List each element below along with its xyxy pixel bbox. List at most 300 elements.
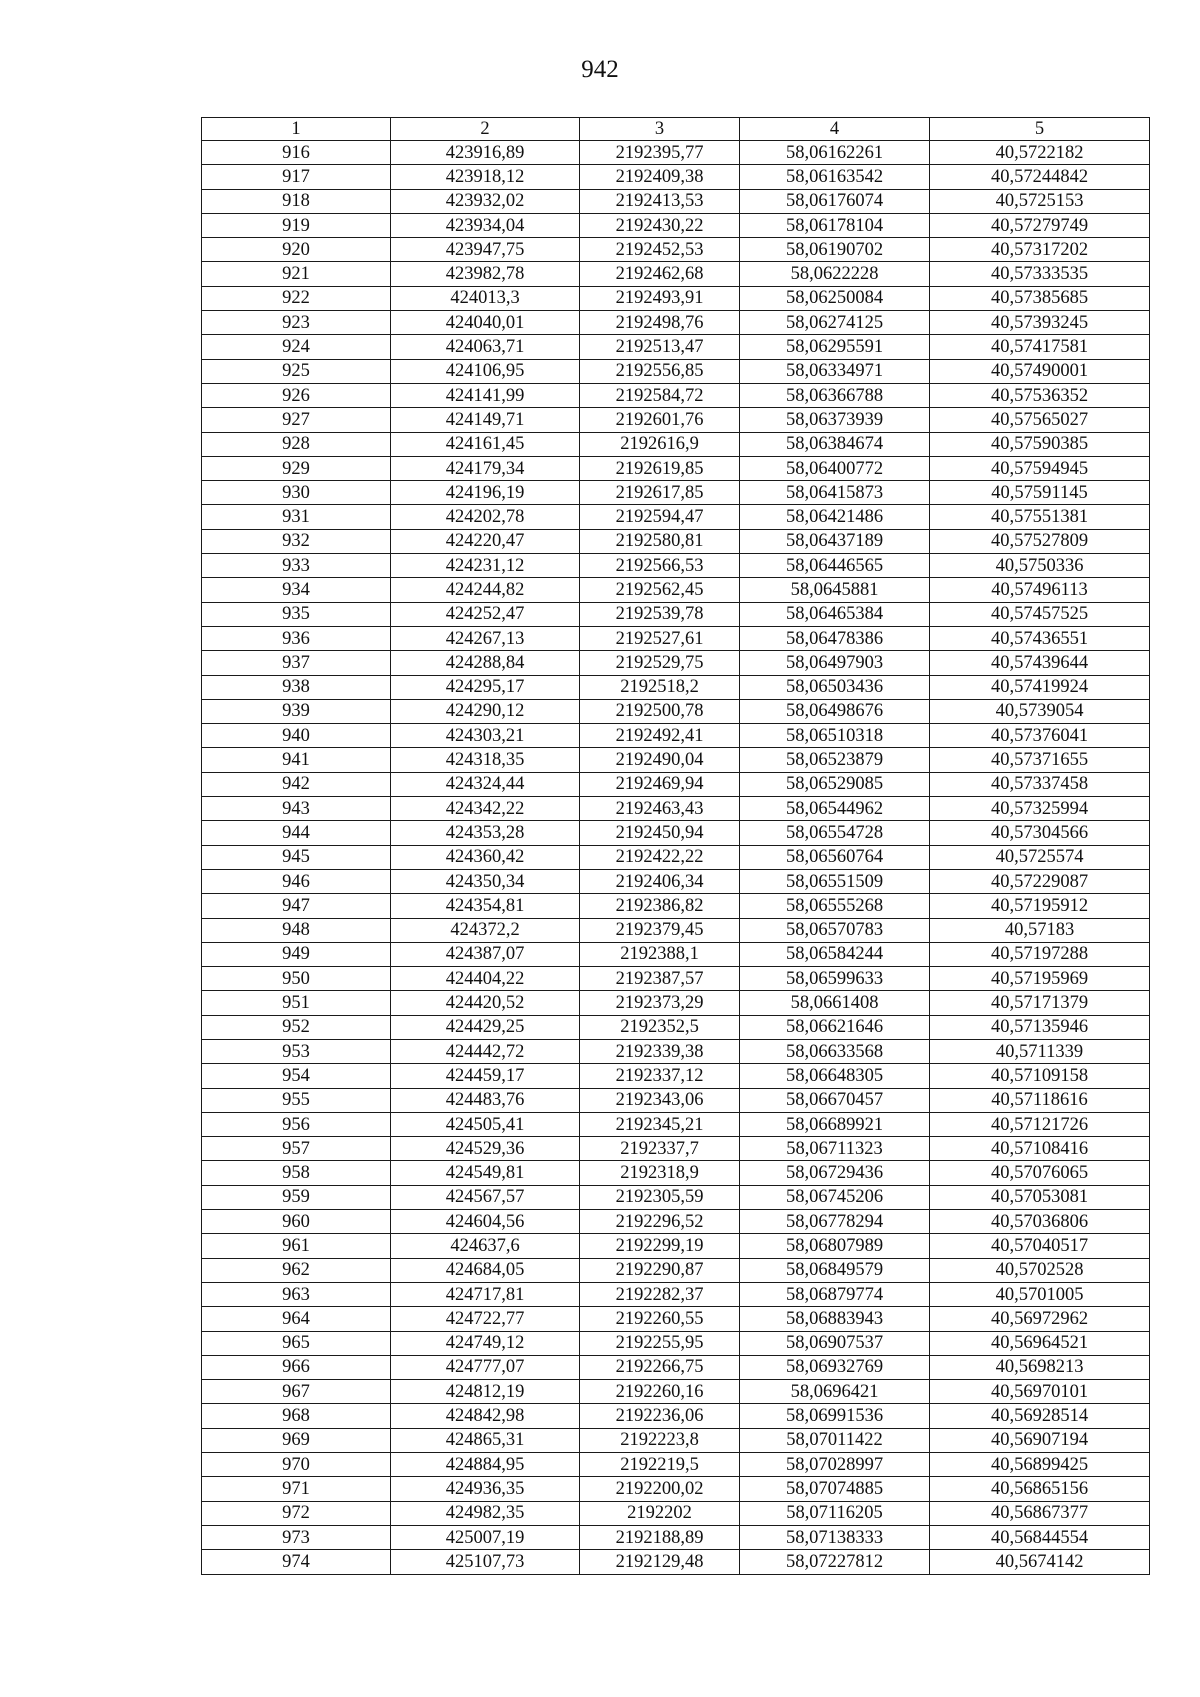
y-coordinate-cell: 2192513,47 — [580, 335, 740, 359]
y-coordinate-cell: 2192616,9 — [580, 432, 740, 456]
y-coordinate-cell: 2192373,29 — [580, 991, 740, 1015]
table-row — [202, 1088, 1150, 1112]
longitude-cell: 40,57171379 — [930, 991, 1150, 1015]
table-row — [202, 578, 1150, 602]
y-coordinate-cell: 2192260,55 — [580, 1307, 740, 1331]
table-row — [202, 359, 1150, 383]
latitude-cell: 58,06991536 — [740, 1404, 930, 1428]
x-coordinate-cell: 424353,28 — [391, 821, 580, 845]
table-row — [202, 699, 1150, 723]
point-number-cell: 933 — [202, 554, 391, 578]
latitude-cell: 58,07227812 — [740, 1550, 930, 1574]
longitude-cell: 40,5725574 — [930, 845, 1150, 869]
x-coordinate-cell: 424013,3 — [391, 286, 580, 310]
point-number-cell: 920 — [202, 238, 391, 262]
latitude-cell: 58,06373939 — [740, 408, 930, 432]
latitude-cell: 58,06745206 — [740, 1185, 930, 1209]
y-coordinate-cell: 2192566,53 — [580, 554, 740, 578]
x-coordinate-cell: 424842,98 — [391, 1404, 580, 1428]
point-number-cell: 929 — [202, 456, 391, 480]
y-coordinate-cell: 2192601,76 — [580, 408, 740, 432]
table-row — [202, 335, 1150, 359]
x-coordinate-cell: 424202,78 — [391, 505, 580, 529]
y-coordinate-cell: 2192430,22 — [580, 213, 740, 237]
longitude-cell: 40,57457525 — [930, 602, 1150, 626]
point-number-cell: 963 — [202, 1282, 391, 1306]
longitude-cell: 40,57590385 — [930, 432, 1150, 456]
column-header: 2 — [391, 118, 580, 141]
longitude-cell: 40,56867377 — [930, 1501, 1150, 1525]
latitude-cell: 58,06529085 — [740, 772, 930, 796]
table-row — [202, 238, 1150, 262]
latitude-cell: 58,06621646 — [740, 1015, 930, 1039]
point-number-cell: 949 — [202, 942, 391, 966]
longitude-cell: 40,57527809 — [930, 529, 1150, 553]
longitude-cell: 40,57436551 — [930, 626, 1150, 650]
longitude-cell: 40,57565027 — [930, 408, 1150, 432]
x-coordinate-cell: 424749,12 — [391, 1331, 580, 1355]
longitude-cell: 40,57036806 — [930, 1210, 1150, 1234]
point-number-cell: 971 — [202, 1477, 391, 1501]
longitude-cell: 40,56865156 — [930, 1477, 1150, 1501]
point-number-cell: 959 — [202, 1185, 391, 1209]
longitude-cell: 40,56972962 — [930, 1307, 1150, 1331]
x-coordinate-cell: 424604,56 — [391, 1210, 580, 1234]
latitude-cell: 58,0622228 — [740, 262, 930, 286]
longitude-cell: 40,56907194 — [930, 1428, 1150, 1452]
y-coordinate-cell: 2192296,52 — [580, 1210, 740, 1234]
x-coordinate-cell: 423918,12 — [391, 165, 580, 189]
point-number-cell: 922 — [202, 286, 391, 310]
y-coordinate-cell: 2192345,21 — [580, 1112, 740, 1136]
y-coordinate-cell: 2192219,5 — [580, 1453, 740, 1477]
x-coordinate-cell: 424220,47 — [391, 529, 580, 553]
latitude-cell: 58,06421486 — [740, 505, 930, 529]
table-row — [202, 1331, 1150, 1355]
longitude-cell: 40,56844554 — [930, 1525, 1150, 1549]
point-number-cell: 966 — [202, 1355, 391, 1379]
y-coordinate-cell: 2192527,61 — [580, 626, 740, 650]
longitude-cell: 40,57419924 — [930, 675, 1150, 699]
table-row — [202, 1355, 1150, 1379]
table-row — [202, 675, 1150, 699]
latitude-cell: 58,06465384 — [740, 602, 930, 626]
page-number: 942 — [581, 56, 619, 83]
latitude-cell: 58,0661408 — [740, 991, 930, 1015]
point-number-cell: 932 — [202, 529, 391, 553]
longitude-cell: 40,57385685 — [930, 286, 1150, 310]
x-coordinate-cell: 424684,05 — [391, 1258, 580, 1282]
x-coordinate-cell: 424244,82 — [391, 578, 580, 602]
x-coordinate-cell: 424161,45 — [391, 432, 580, 456]
latitude-cell: 58,06510318 — [740, 724, 930, 748]
y-coordinate-cell: 2192413,53 — [580, 189, 740, 213]
point-number-cell: 946 — [202, 869, 391, 893]
y-coordinate-cell: 2192450,94 — [580, 821, 740, 845]
latitude-cell: 58,06879774 — [740, 1282, 930, 1306]
table-row — [202, 797, 1150, 821]
table-row — [202, 1550, 1150, 1574]
latitude-cell: 58,06849579 — [740, 1258, 930, 1282]
x-coordinate-cell: 425007,19 — [391, 1525, 580, 1549]
y-coordinate-cell: 2192409,38 — [580, 165, 740, 189]
table-row — [202, 383, 1150, 407]
latitude-cell: 58,07138333 — [740, 1525, 930, 1549]
table-row — [202, 1210, 1150, 1234]
x-coordinate-cell: 424267,13 — [391, 626, 580, 650]
y-coordinate-cell: 2192200,02 — [580, 1477, 740, 1501]
point-number-cell: 916 — [202, 141, 391, 165]
latitude-cell: 58,06178104 — [740, 213, 930, 237]
y-coordinate-cell: 2192386,82 — [580, 894, 740, 918]
y-coordinate-cell: 2192452,53 — [580, 238, 740, 262]
latitude-cell: 58,07028997 — [740, 1453, 930, 1477]
table-row — [202, 432, 1150, 456]
y-coordinate-cell: 2192469,94 — [580, 772, 740, 796]
latitude-cell: 58,06560764 — [740, 845, 930, 869]
table-row — [202, 991, 1150, 1015]
longitude-cell: 40,56964521 — [930, 1331, 1150, 1355]
x-coordinate-cell: 423916,89 — [391, 141, 580, 165]
point-number-cell: 942 — [202, 772, 391, 796]
x-coordinate-cell: 424549,81 — [391, 1161, 580, 1185]
latitude-cell: 58,06162261 — [740, 141, 930, 165]
x-coordinate-cell: 424505,41 — [391, 1112, 580, 1136]
table-row — [202, 1064, 1150, 1088]
longitude-cell: 40,57195969 — [930, 967, 1150, 991]
longitude-cell: 40,57229087 — [930, 869, 1150, 893]
y-coordinate-cell: 2192352,5 — [580, 1015, 740, 1039]
x-coordinate-cell: 424865,31 — [391, 1428, 580, 1452]
latitude-cell: 58,06648305 — [740, 1064, 930, 1088]
x-coordinate-cell: 424360,42 — [391, 845, 580, 869]
x-coordinate-cell: 424420,52 — [391, 991, 580, 1015]
point-number-cell: 962 — [202, 1258, 391, 1282]
x-coordinate-cell: 424982,35 — [391, 1501, 580, 1525]
x-coordinate-cell: 424106,95 — [391, 359, 580, 383]
x-coordinate-cell: 424350,34 — [391, 869, 580, 893]
longitude-cell: 40,57551381 — [930, 505, 1150, 529]
point-number-cell: 970 — [202, 1453, 391, 1477]
x-coordinate-cell: 424063,71 — [391, 335, 580, 359]
table-row — [202, 286, 1150, 310]
latitude-cell: 58,06729436 — [740, 1161, 930, 1185]
point-number-cell: 948 — [202, 918, 391, 942]
x-coordinate-cell: 424179,34 — [391, 456, 580, 480]
table-row — [202, 894, 1150, 918]
y-coordinate-cell: 2192490,04 — [580, 748, 740, 772]
table-row — [202, 1501, 1150, 1525]
y-coordinate-cell: 2192529,75 — [580, 651, 740, 675]
longitude-cell: 40,57317202 — [930, 238, 1150, 262]
x-coordinate-cell: 424252,47 — [391, 602, 580, 626]
x-coordinate-cell: 424372,2 — [391, 918, 580, 942]
x-coordinate-cell: 424342,22 — [391, 797, 580, 821]
y-coordinate-cell: 2192492,41 — [580, 724, 740, 748]
table-row — [202, 651, 1150, 675]
y-coordinate-cell: 2192223,8 — [580, 1428, 740, 1452]
point-number-cell: 944 — [202, 821, 391, 845]
x-coordinate-cell: 424442,72 — [391, 1039, 580, 1063]
point-number-cell: 958 — [202, 1161, 391, 1185]
point-number-cell: 951 — [202, 991, 391, 1015]
latitude-cell: 58,06384674 — [740, 432, 930, 456]
longitude-cell: 40,56970101 — [930, 1380, 1150, 1404]
x-coordinate-cell: 425107,73 — [391, 1550, 580, 1574]
point-number-cell: 965 — [202, 1331, 391, 1355]
latitude-cell: 58,06503436 — [740, 675, 930, 699]
y-coordinate-cell: 2192498,76 — [580, 311, 740, 335]
point-number-cell: 936 — [202, 626, 391, 650]
y-coordinate-cell: 2192387,57 — [580, 967, 740, 991]
column-header: 3 — [580, 118, 740, 141]
longitude-cell: 40,5739054 — [930, 699, 1150, 723]
x-coordinate-cell: 424295,17 — [391, 675, 580, 699]
y-coordinate-cell: 2192255,95 — [580, 1331, 740, 1355]
y-coordinate-cell: 2192188,89 — [580, 1525, 740, 1549]
table-row — [202, 481, 1150, 505]
point-number-cell: 972 — [202, 1501, 391, 1525]
x-coordinate-cell: 424884,95 — [391, 1453, 580, 1477]
x-coordinate-cell: 424812,19 — [391, 1380, 580, 1404]
point-number-cell: 969 — [202, 1428, 391, 1452]
table-row — [202, 311, 1150, 335]
x-coordinate-cell: 424429,25 — [391, 1015, 580, 1039]
longitude-cell: 40,57325994 — [930, 797, 1150, 821]
y-coordinate-cell: 2192562,45 — [580, 578, 740, 602]
table-row — [202, 626, 1150, 650]
table-row — [202, 821, 1150, 845]
longitude-cell: 40,56899425 — [930, 1453, 1150, 1477]
point-number-cell: 941 — [202, 748, 391, 772]
table-row — [202, 141, 1150, 165]
longitude-cell: 40,57118616 — [930, 1088, 1150, 1112]
table-row — [202, 1137, 1150, 1161]
point-number-cell: 934 — [202, 578, 391, 602]
point-number-cell: 919 — [202, 213, 391, 237]
table-row — [202, 1039, 1150, 1063]
latitude-cell: 58,06807989 — [740, 1234, 930, 1258]
latitude-cell: 58,06498676 — [740, 699, 930, 723]
point-number-cell: 939 — [202, 699, 391, 723]
y-coordinate-cell: 2192129,48 — [580, 1550, 740, 1574]
latitude-cell: 58,06176074 — [740, 189, 930, 213]
latitude-cell: 58,07116205 — [740, 1501, 930, 1525]
table-row — [202, 1234, 1150, 1258]
y-coordinate-cell: 2192388,1 — [580, 942, 740, 966]
point-number-cell: 930 — [202, 481, 391, 505]
latitude-cell: 58,0645881 — [740, 578, 930, 602]
table-row — [202, 602, 1150, 626]
point-number-cell: 973 — [202, 1525, 391, 1549]
x-coordinate-cell: 424318,35 — [391, 748, 580, 772]
latitude-cell: 58,06250084 — [740, 286, 930, 310]
x-coordinate-cell: 424303,21 — [391, 724, 580, 748]
table-row — [202, 1015, 1150, 1039]
y-coordinate-cell: 2192395,77 — [580, 141, 740, 165]
x-coordinate-cell: 424196,19 — [391, 481, 580, 505]
y-coordinate-cell: 2192266,75 — [580, 1355, 740, 1379]
longitude-cell: 40,5725153 — [930, 189, 1150, 213]
x-coordinate-cell: 423934,04 — [391, 213, 580, 237]
y-coordinate-cell: 2192422,22 — [580, 845, 740, 869]
longitude-cell: 40,57109158 — [930, 1064, 1150, 1088]
longitude-cell: 40,57417581 — [930, 335, 1150, 359]
table-row — [202, 1282, 1150, 1306]
table-row — [202, 942, 1150, 966]
y-coordinate-cell: 2192379,45 — [580, 918, 740, 942]
table-row — [202, 213, 1150, 237]
y-coordinate-cell: 2192556,85 — [580, 359, 740, 383]
column-header: 4 — [740, 118, 930, 141]
table-header-row — [202, 118, 1150, 141]
latitude-cell: 58,06400772 — [740, 456, 930, 480]
x-coordinate-cell: 424231,12 — [391, 554, 580, 578]
table-row — [202, 1185, 1150, 1209]
column-header: 1 — [202, 118, 391, 141]
point-number-cell: 921 — [202, 262, 391, 286]
x-coordinate-cell: 424637,6 — [391, 1234, 580, 1258]
x-coordinate-cell: 424324,44 — [391, 772, 580, 796]
x-coordinate-cell: 424404,22 — [391, 967, 580, 991]
latitude-cell: 58,06190702 — [740, 238, 930, 262]
longitude-cell: 40,57053081 — [930, 1185, 1150, 1209]
latitude-cell: 58,06599633 — [740, 967, 930, 991]
longitude-cell: 40,57393245 — [930, 311, 1150, 335]
x-coordinate-cell: 424529,36 — [391, 1137, 580, 1161]
latitude-cell: 58,06555268 — [740, 894, 930, 918]
latitude-cell: 58,06437189 — [740, 529, 930, 553]
table-row — [202, 1525, 1150, 1549]
point-number-cell: 956 — [202, 1112, 391, 1136]
y-coordinate-cell: 2192518,2 — [580, 675, 740, 699]
table-row — [202, 869, 1150, 893]
longitude-cell: 40,57195912 — [930, 894, 1150, 918]
latitude-cell: 58,06932769 — [740, 1355, 930, 1379]
longitude-cell: 40,57135946 — [930, 1015, 1150, 1039]
y-coordinate-cell: 2192290,87 — [580, 1258, 740, 1282]
column-header: 5 — [930, 118, 1150, 141]
y-coordinate-cell: 2192339,38 — [580, 1039, 740, 1063]
longitude-cell: 40,57076065 — [930, 1161, 1150, 1185]
y-coordinate-cell: 2192282,37 — [580, 1282, 740, 1306]
table-row — [202, 554, 1150, 578]
point-number-cell: 926 — [202, 383, 391, 407]
latitude-cell: 58,06711323 — [740, 1137, 930, 1161]
x-coordinate-cell: 424567,57 — [391, 1185, 580, 1209]
longitude-cell: 40,57333535 — [930, 262, 1150, 286]
y-coordinate-cell: 2192493,91 — [580, 286, 740, 310]
longitude-cell: 40,5698213 — [930, 1355, 1150, 1379]
x-coordinate-cell: 424387,07 — [391, 942, 580, 966]
longitude-cell: 40,57496113 — [930, 578, 1150, 602]
longitude-cell: 40,57376041 — [930, 724, 1150, 748]
table-row — [202, 1477, 1150, 1501]
x-coordinate-cell: 424290,12 — [391, 699, 580, 723]
y-coordinate-cell: 2192337,7 — [580, 1137, 740, 1161]
x-coordinate-cell: 423932,02 — [391, 189, 580, 213]
latitude-cell: 58,06334971 — [740, 359, 930, 383]
point-number-cell: 955 — [202, 1088, 391, 1112]
y-coordinate-cell: 2192584,72 — [580, 383, 740, 407]
x-coordinate-cell: 424777,07 — [391, 1355, 580, 1379]
point-number-cell: 960 — [202, 1210, 391, 1234]
table-body — [202, 118, 1150, 1575]
table-row — [202, 967, 1150, 991]
x-coordinate-cell: 424040,01 — [391, 311, 580, 335]
latitude-cell: 58,06163542 — [740, 165, 930, 189]
table-row — [202, 1453, 1150, 1477]
x-coordinate-cell: 424288,84 — [391, 651, 580, 675]
y-coordinate-cell: 2192318,9 — [580, 1161, 740, 1185]
table-row — [202, 1380, 1150, 1404]
table-row — [202, 1258, 1150, 1282]
x-coordinate-cell: 424722,77 — [391, 1307, 580, 1331]
longitude-cell: 40,5750336 — [930, 554, 1150, 578]
longitude-cell: 40,56928514 — [930, 1404, 1150, 1428]
point-number-cell: 925 — [202, 359, 391, 383]
y-coordinate-cell: 2192236,06 — [580, 1404, 740, 1428]
latitude-cell: 58,06366788 — [740, 383, 930, 407]
y-coordinate-cell: 2192462,68 — [580, 262, 740, 286]
y-coordinate-cell: 2192580,81 — [580, 529, 740, 553]
longitude-cell: 40,57183 — [930, 918, 1150, 942]
longitude-cell: 40,57304566 — [930, 821, 1150, 845]
table-row — [202, 1404, 1150, 1428]
table-row — [202, 1161, 1150, 1185]
longitude-cell: 40,57591145 — [930, 481, 1150, 505]
y-coordinate-cell: 2192463,43 — [580, 797, 740, 821]
table-row — [202, 748, 1150, 772]
latitude-cell: 58,06274125 — [740, 311, 930, 335]
longitude-cell: 40,5722182 — [930, 141, 1150, 165]
y-coordinate-cell: 2192617,85 — [580, 481, 740, 505]
longitude-cell: 40,57040517 — [930, 1234, 1150, 1258]
longitude-cell: 40,57371655 — [930, 748, 1150, 772]
point-number-cell: 940 — [202, 724, 391, 748]
longitude-cell: 40,5674142 — [930, 1550, 1150, 1574]
point-number-cell: 950 — [202, 967, 391, 991]
point-number-cell: 924 — [202, 335, 391, 359]
point-number-cell: 917 — [202, 165, 391, 189]
latitude-cell: 58,06907537 — [740, 1331, 930, 1355]
latitude-cell: 58,06478386 — [740, 626, 930, 650]
longitude-cell: 40,57279749 — [930, 213, 1150, 237]
point-number-cell: 918 — [202, 189, 391, 213]
latitude-cell: 58,06497903 — [740, 651, 930, 675]
longitude-cell: 40,57337458 — [930, 772, 1150, 796]
table-row — [202, 529, 1150, 553]
y-coordinate-cell: 2192619,85 — [580, 456, 740, 480]
latitude-cell: 58,06295591 — [740, 335, 930, 359]
latitude-cell: 58,07074885 — [740, 1477, 930, 1501]
latitude-cell: 58,06551509 — [740, 869, 930, 893]
y-coordinate-cell: 2192594,47 — [580, 505, 740, 529]
y-coordinate-cell: 2192337,12 — [580, 1064, 740, 1088]
y-coordinate-cell: 2192202 — [580, 1501, 740, 1525]
latitude-cell: 58,06554728 — [740, 821, 930, 845]
longitude-cell: 40,57197288 — [930, 942, 1150, 966]
point-number-cell: 947 — [202, 894, 391, 918]
table-row — [202, 165, 1150, 189]
point-number-cell: 937 — [202, 651, 391, 675]
latitude-cell: 58,06523879 — [740, 748, 930, 772]
longitude-cell: 40,5702528 — [930, 1258, 1150, 1282]
x-coordinate-cell: 423982,78 — [391, 262, 580, 286]
latitude-cell: 58,0696421 — [740, 1380, 930, 1404]
latitude-cell: 58,06778294 — [740, 1210, 930, 1234]
x-coordinate-cell: 423947,75 — [391, 238, 580, 262]
